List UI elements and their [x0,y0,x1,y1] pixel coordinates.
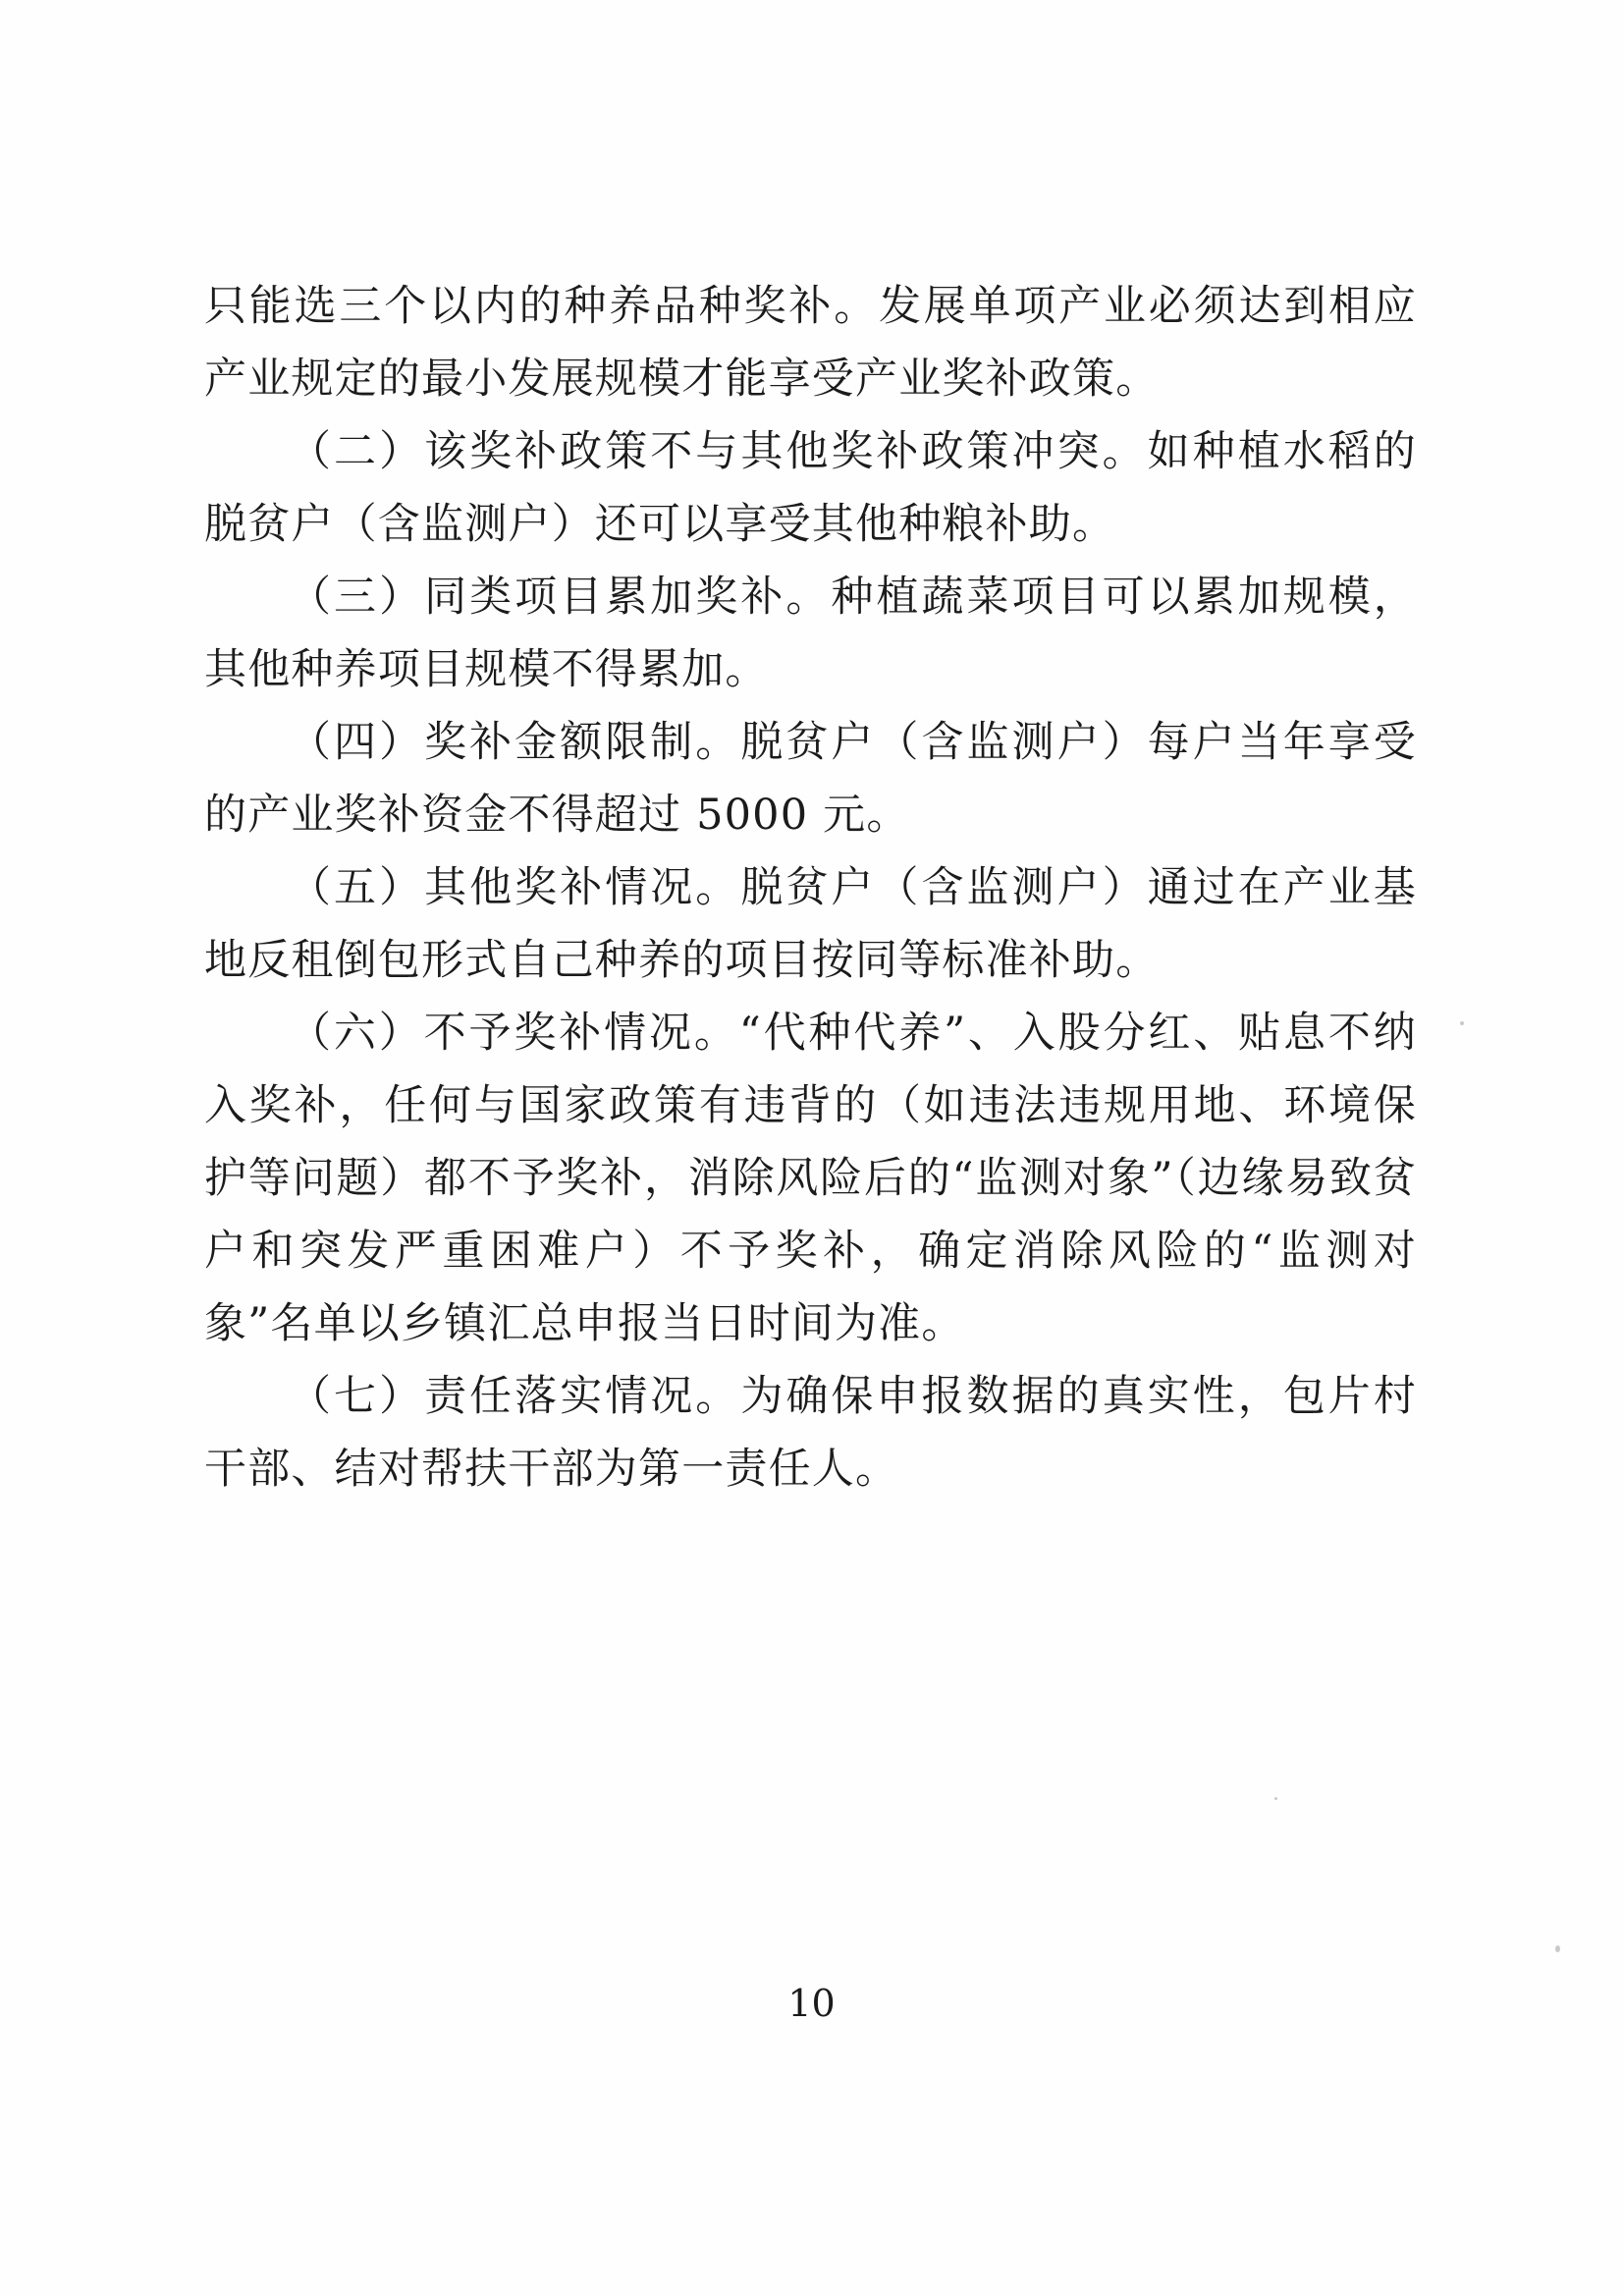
paragraph-item-4: （四）奖补金额限制。脱贫户（含监测户）每户当年享受的产业奖补资金不得超过 5000 元。 [204,718,1417,840]
scan-speck [1460,1021,1464,1025]
paragraph-item-7: （七）责任落实情况。为确保申报数据的真实性，包片村干部、结对帮扶干部为第一责任人。 [204,1372,1417,1494]
paragraph-item-6: （六）不予奖补情况。“代种代养”、入股分红、贴息不纳入奖补，任何与国家政策有违背的（如违法违规用地、环境保护等问题）都不予奖补，消除风险后的“监测对象”（边缘易致贫户和突发严重困难户）不予奖补，确定消除风险的“监测对象”名单以乡镇汇总申报当日时间为准。 [204,1009,1417,1348]
paragraph-item-2: （二）该奖补政策不与其他奖补政策冲突。如种植水稻的脱贫户（含监测户）还可以享受其他种粮补助。 [204,427,1417,549]
paragraph-item-5: （五）其他奖补情况。脱贫户（含监测户）通过在产业基地反租倒包形式自己种养的项目按同等标准补助。 [204,863,1417,985]
scan-speck [1555,1945,1560,1952]
paragraph-intro: 只能选三个以内的种养品种奖补。发展单项产业必须达到相应产业规定的最小发展规模才能享受产业奖补政策。 [204,282,1417,404]
scan-speck [1274,1797,1277,1800]
page-number: 10 [787,1982,836,2025]
document-body [204,270,1417,1505]
paragraph-item-3: （三）同类项目累加奖补。种植蔬菜项目可以累加规模，其他种养项目规模不得累加。 [204,573,1417,694]
